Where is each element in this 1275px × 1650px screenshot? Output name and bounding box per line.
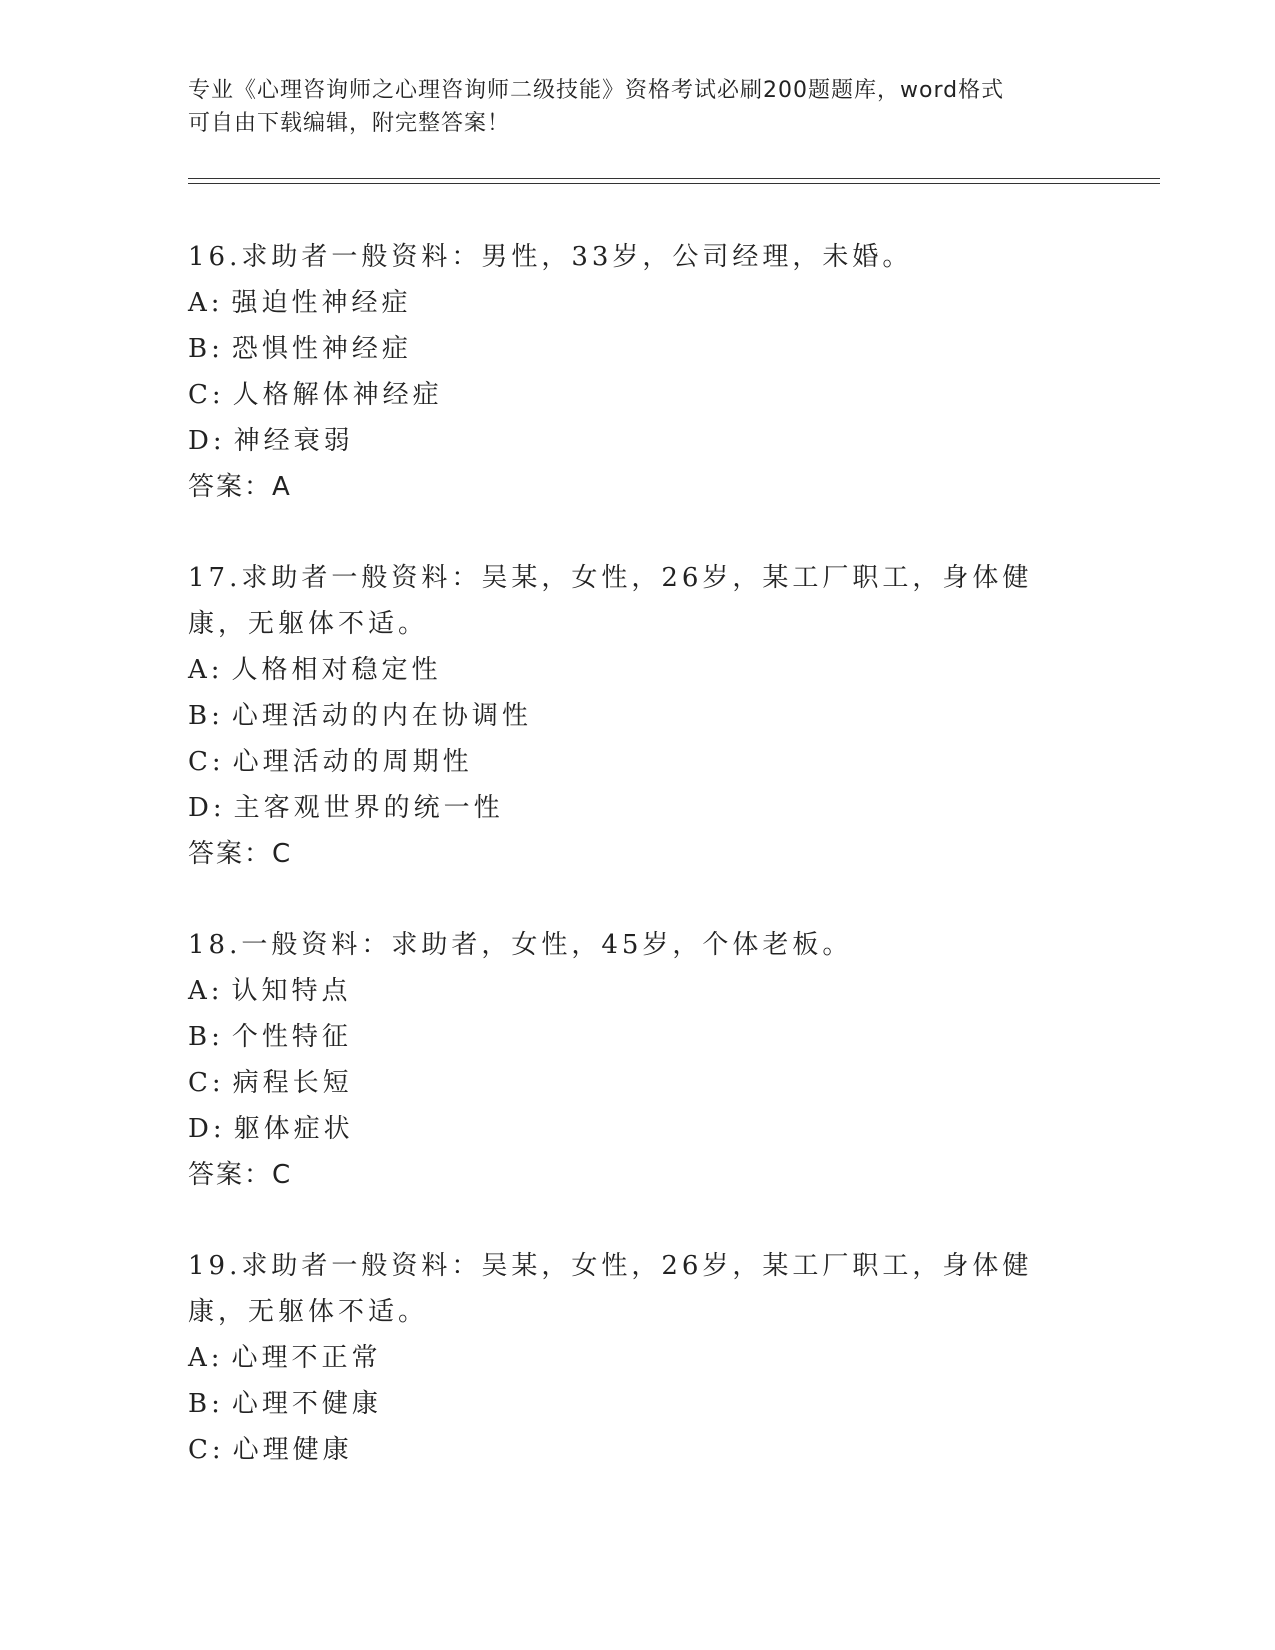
answer-option	[188, 280, 1088, 326]
option-key: C	[188, 747, 212, 777]
option-text: 心理不健康	[231, 1389, 382, 1419]
answer-option	[188, 693, 1088, 739]
option-separator: :	[211, 334, 224, 364]
option-text: 强迫性神经症	[231, 288, 412, 318]
option-text: 心理不正常	[231, 1343, 382, 1373]
answer-option	[188, 1014, 1088, 1060]
answer-line: 答案：A	[188, 472, 292, 502]
option-text: 病程长短	[232, 1068, 353, 1098]
header-divider-bottom	[188, 183, 1160, 184]
option-key: B	[188, 1022, 212, 1052]
option-separator: :	[211, 1435, 225, 1465]
option-separator: :	[211, 747, 225, 777]
answer-option	[188, 1060, 1088, 1106]
answer-option	[188, 785, 1088, 831]
answer-option	[188, 1427, 1088, 1473]
option-separator: :	[210, 1343, 224, 1373]
option-separator: :	[210, 976, 224, 1006]
option-text: 心理活动的内在协调性	[231, 701, 532, 731]
option-separator: :	[212, 1114, 226, 1144]
question-stem: 19.求助者一般资料：吴某，女性，26岁，某工厂职工，身体健康，无躯体不适。	[188, 1251, 1033, 1327]
option-separator: :	[211, 1022, 224, 1052]
option-text: 个性特征	[231, 1022, 352, 1052]
option-key: D	[188, 1114, 213, 1144]
option-separator: :	[212, 426, 226, 456]
option-separator: :	[212, 793, 226, 823]
question-stem: 16.求助者一般资料：男性，33岁，公司经理，未婚。	[188, 242, 913, 272]
option-key: A	[188, 288, 211, 318]
option-key: A	[188, 655, 211, 685]
question-stem: 17.求助者一般资料：吴某，女性，26岁，某工厂职工，身体健康，无躯体不适。	[188, 563, 1033, 639]
option-key: B	[188, 701, 212, 731]
question-stem: 18.一般资料：求助者，女性，45岁，个体老板。	[188, 930, 853, 960]
option-text: 主客观世界的统一性	[233, 793, 504, 823]
option-key: A	[188, 1343, 211, 1373]
question-list	[188, 234, 1088, 1518]
question-block	[188, 555, 1088, 877]
option-separator: :	[211, 701, 224, 731]
document-header	[188, 74, 1088, 140]
question-block	[188, 1243, 1088, 1473]
header-line-1: 专业《心理咨询师之心理咨询师二级技能》资格考试必刷200题题库，word格式	[188, 78, 1005, 103]
answer-option	[188, 1106, 1088, 1152]
option-text: 人格解体神经症	[232, 380, 443, 410]
option-key: C	[188, 1068, 212, 1098]
option-key: C	[188, 1435, 212, 1465]
answer-option	[188, 968, 1088, 1014]
option-text: 恐惧性神经症	[231, 334, 412, 364]
question-block	[188, 234, 1088, 510]
answer-option	[188, 1381, 1088, 1427]
answer-line: 答案：C	[188, 839, 293, 869]
option-key: A	[188, 976, 211, 1006]
option-text: 神经衰弱	[233, 426, 354, 456]
option-key: B	[188, 334, 212, 364]
option-key: B	[188, 1389, 212, 1419]
answer-option	[188, 1335, 1088, 1381]
header-line-2: 可自由下载编辑，附完整答案！	[188, 111, 511, 136]
option-text: 认知特点	[231, 976, 352, 1006]
option-separator: :	[211, 1389, 224, 1419]
option-separator: :	[211, 1068, 225, 1098]
option-key: D	[188, 426, 213, 456]
option-key: C	[188, 380, 212, 410]
answer-line: 答案：C	[188, 1160, 293, 1190]
answer-option	[188, 647, 1088, 693]
question-block	[188, 922, 1088, 1198]
option-key: D	[188, 793, 213, 823]
option-text: 人格相对稳定性	[231, 655, 442, 685]
option-separator: :	[211, 380, 225, 410]
answer-option	[188, 739, 1088, 785]
answer-option	[188, 326, 1088, 372]
option-text: 心理活动的周期性	[232, 747, 473, 777]
answer-option	[188, 418, 1088, 464]
option-separator: :	[210, 288, 224, 318]
header-divider-top	[188, 178, 1160, 179]
option-text: 心理健康	[232, 1435, 353, 1465]
option-text: 躯体症状	[233, 1114, 354, 1144]
answer-option	[188, 372, 1088, 418]
option-separator: :	[210, 655, 224, 685]
